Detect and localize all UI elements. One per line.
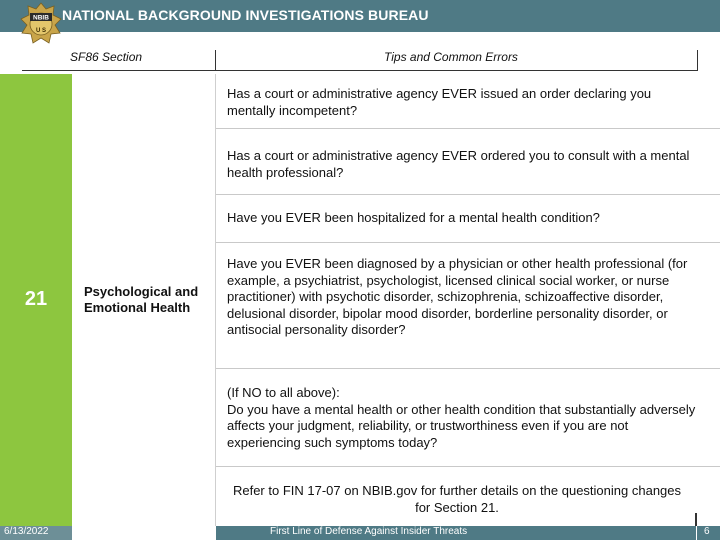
row-separator xyxy=(216,194,720,195)
column-header-section: SF86 Section xyxy=(70,50,143,64)
footer-tagline: First Line of Defense Against Insider Threats xyxy=(270,526,468,537)
column-header-tips: Tips and Common Errors xyxy=(384,50,518,64)
question-item: Has a court or administrative agency EVER ordered you to consult with a mental health professional? xyxy=(227,148,690,180)
column-divider xyxy=(215,50,216,70)
section-number: 21 xyxy=(24,288,48,310)
question-item: Have you EVER been hospitalized for a mental health condition? xyxy=(227,210,600,225)
reference-note: Refer to FIN 17-07 on NBIB.gov for further details on the questioning changes for Section 21. xyxy=(232,483,682,515)
svg-text:U S: U S xyxy=(35,28,47,34)
footer-date: 6/13/2022 xyxy=(4,526,49,537)
question-item: Have you EVER been diagnosed by a physician or other health professional (for example, a psychiatrist, psychologist, licensed clinical social worker, or nurse practitioner) with psychotic disorder, schizophrenia, schizoaffective disorder, delusional disorder, bipolar mood disorder, borderline personality disorder, or antisocial personality disorder? xyxy=(227,256,688,337)
table-right-border xyxy=(697,50,698,71)
body-column-divider xyxy=(215,74,216,526)
section-name: Psychological and Emotional Health xyxy=(84,284,199,315)
header-rule xyxy=(22,70,698,71)
question-item: (If NO to all above): Do you have a mental health or other health condition that substantially adversely affects your judgment, reliability, or trustworthiness even if you are not experiencing such symptoms today? xyxy=(227,385,696,450)
page-number: 6 xyxy=(704,526,710,537)
svg-text:NBIB: NBIB xyxy=(33,14,49,22)
row-separator xyxy=(216,242,720,243)
row-separator xyxy=(216,368,720,369)
footer-tick xyxy=(695,513,697,526)
nbib-badge-icon xyxy=(20,2,62,48)
row-separator xyxy=(216,466,720,467)
row-separator xyxy=(216,128,720,129)
question-item: Has a court or administrative agency EVER issued an order declaring you mentally incompetent? xyxy=(227,86,652,118)
header-title: NATIONAL BACKGROUND INVESTIGATIONS BUREAU xyxy=(62,7,429,23)
